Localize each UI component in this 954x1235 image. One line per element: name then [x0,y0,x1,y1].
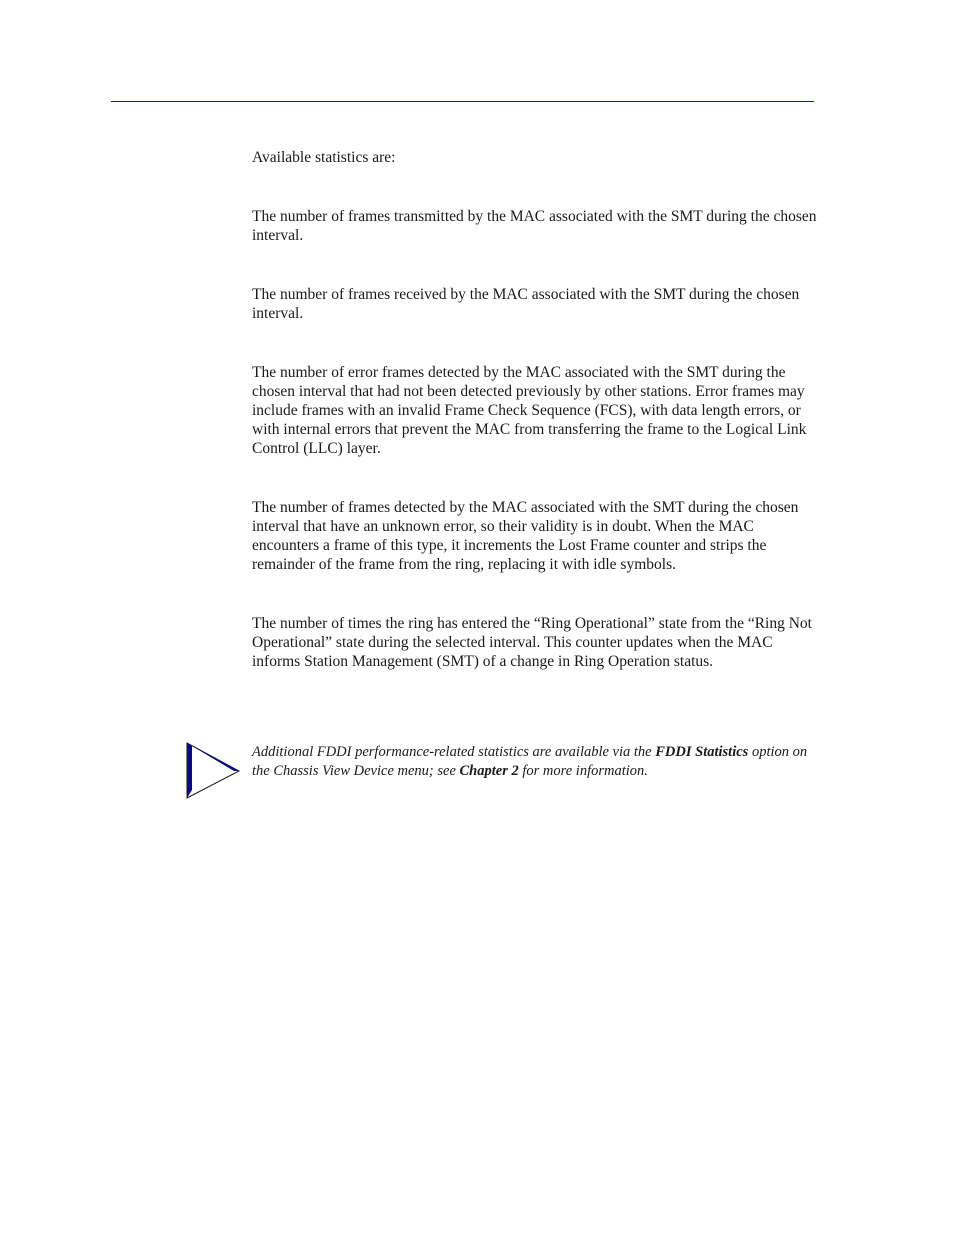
stat-description-frames-transmitted: The number of frames transmitted by the MAC associated with the SMT during the chosen interval. [252,208,817,244]
note-text-part2: option on the Chassis View Device menu; see [252,744,808,779]
stat-description-frames-received: The number of frames received by the MAC associated with the SMT during the chosen interval. [252,286,800,322]
intro-text: Available statistics are: [252,149,396,166]
stat-description-lost-frames: The number of frames detected by the MAC associated with the SMT during the chosen interval that have an unknown error, so their validity is in doubt. When the MAC encounters a frame of this type, it increments the Lost Frame counter and strips the remainder of the frame from the ring, replacing it with idle symbols. [252,499,799,573]
statistics-section [252,148,817,671]
note-text-part3: for more information. [518,763,648,779]
note-text [252,743,812,781]
stat-description-ring-op: The number of times the ring has entered the “Ring Operational” state from the “Ring Not Operational” state during the selected interval. This counter updates when the MAC informs Station Management (SMT) of a change in Ring Operation status. [252,615,812,670]
note-triangle-icon [184,742,242,800]
note-fddi-statistics-ref: FDDI Statistics [655,744,749,760]
header-rule [111,101,814,102]
note-chapter-ref: Chapter 2 [459,763,519,779]
note-text-part1: Additional FDDI performance-related statistics are available via the [252,744,656,760]
stat-description-error-frames: The number of error frames detected by the MAC associated with the SMT during the chosen interval that had not been detected previously by other stations. Error frames may include frames with an invalid Frame Check Sequence (FCS), with data length errors, or with internal errors that prevent the MAC from transferring the frame to the Logical Link Control (LLC) layer. [252,364,807,457]
